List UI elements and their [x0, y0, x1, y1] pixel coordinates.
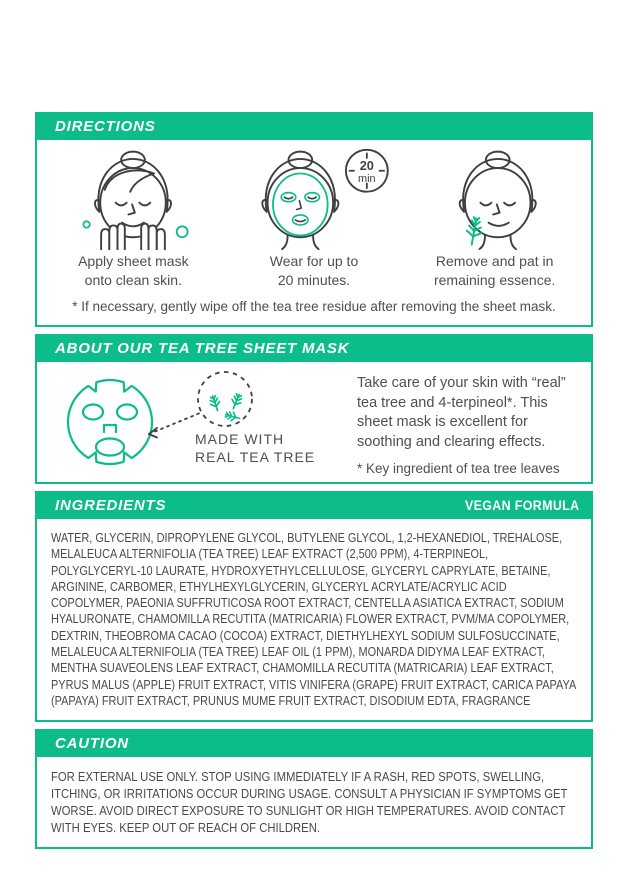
caption-line: remaining essence.: [433, 272, 556, 288]
step-remove-caption: [434, 252, 555, 290]
tea-tree-leaf-icon: [208, 395, 222, 412]
made-with-line: REAL TEA TREE: [195, 449, 316, 465]
caption-line: Remove and pat in: [435, 253, 554, 269]
section-directions: [35, 112, 593, 327]
about-footnote: * Key ingredient of tea tree leaves: [357, 461, 560, 476]
section-ingredients: [35, 491, 593, 722]
directions-header-bar: [35, 112, 593, 140]
ingredients-list: WATER, GLYCERIN, DIPROPYLENE GLYCOL, BUTYLENE GLYCOL, 1,2-HEXANEDIOL, TREHALOSE, MELALEUCA ALTERNIFOLIA (TEA TREE) LEAF EXTRACT (2,500 PPM), 4-TERPINEOL, POLYGLYCERYL-10 LAURATE, HYDROXYETHYLCELLULOSE, GLYCERYL CAPRYLATE, BETAINE, ARGININE, CARBOMER, ETHYLHEXYLGLYCERIN, GLYCERYL ACRYLATE/ACRYLIC ACID COPOLYMER, PAEONIA SUFFRUTICOSA ROOT EXTRACT, CENTELLA ASIATICA EXTRACT, SODIUM HYALURONATE, CHAMOMILLA RECUTITA (MATRICARIA) FLOWER EXTRACT, PVM/MA COPOLYMER, DEXTRIN, THEOBROMA CACAO (COCOA) EXTRACT, DIETHYLHEXYL SODIUM SULFOSUCCINATE, MELALEUCA ALTERNIFOLIA (TEA TREE) LEAF OIL (1 PPM), MONARDA DIDYMA LEAF EXTRACT, MENTHA SUAVEOLENS LEAF EXTRACT, CHAMOMILLA RECUTITA (MATRICARIA) LEAF EXTRACT, PYRUS MALUS (APPLE) FRUIT EXTRACT, VITIS VINIFERA (GRAPE) FRUIT EXTRACT, CARICA PAPAYA (PAPAYA) FRUIT EXTRACT, PRUNUS MUME FRUIT EXTRACT, DISODIUM EDTA, FRAGRANCE: [51, 530, 576, 708]
caption-line: onto clean skin.: [84, 272, 182, 288]
directions-steps: [37, 140, 591, 290]
clock-unit: min: [358, 173, 376, 186]
apply-mask-face-icon: [58, 148, 208, 250]
section-about: [35, 334, 593, 484]
directions-footnote: * If necessary, gently wipe off the tea tree residue after removing the sheet mask.: [72, 299, 556, 314]
caution-text: FOR EXTERNAL USE ONLY. STOP USING IMMEDIATELY IF A RASH, RED SPOTS, SWELLING, ITCHING, OR IRRITATIONS OCCUR DURING USAGE. CONSULT A PHYSICIAN IF SYMPTOMS GET WORSE. AVOID DIRECT EXPOSURE TO SUNLIGHT OR HIGH TEMPERATURES. AVOID CONTACT WITH EYES. KEEP OUT OF REACH OF CHILDREN.: [51, 769, 568, 836]
ingredients-box: [35, 519, 593, 722]
dashed-pointer-icon: [149, 413, 200, 438]
made-with-real-tea-tree-label: [195, 430, 315, 466]
tea-tree-leaf-icon: [464, 216, 483, 245]
caution-title: CAUTION: [55, 734, 129, 752]
clock-number: 20: [359, 157, 374, 173]
step-wear-caption: [270, 252, 358, 290]
about-text-column: [353, 366, 581, 476]
about-title: ABOUT OUR TEA TREE SHEET MASK: [55, 339, 350, 357]
ingredients-header-bar: [35, 491, 593, 519]
bubble-icon: [84, 221, 90, 227]
directions-title: DIRECTIONS: [55, 117, 156, 135]
made-with-line: MADE WITH: [195, 431, 285, 447]
step-wear: [224, 148, 405, 290]
vegan-formula-badge: VEGAN FORMULA: [464, 497, 579, 513]
remove-pat-face-icon: [420, 148, 570, 250]
ingredients-title: INGREDIENTS: [55, 496, 167, 514]
about-illustration: [53, 366, 353, 470]
caution-box: [35, 757, 593, 849]
clock-20min-badge: [346, 150, 388, 192]
step-remove: [404, 148, 585, 290]
section-caution: [35, 729, 593, 849]
caption-line: Apply sheet mask: [78, 253, 189, 269]
caption-line: 20 minutes.: [277, 272, 351, 288]
bubble-icon: [177, 226, 188, 237]
step-apply: [43, 148, 224, 290]
about-box: [35, 362, 593, 484]
step-apply-caption: [78, 252, 189, 290]
directions-box: [35, 140, 593, 327]
about-body: Take care of your skin with “real” tea tree and 4-terpineol*. This sheet mask is excellent for soothing and clearing effects.: [357, 375, 566, 450]
wear-mask-clock-icon: [229, 148, 399, 250]
caution-header-bar: [35, 729, 593, 757]
tea-tree-leaf-icon: [229, 393, 243, 411]
about-header-bar: [35, 334, 593, 362]
tea-tree-leaves-circle: [198, 372, 252, 426]
tea-tree-leaf-icon: [224, 410, 240, 422]
panel-content: [35, 112, 593, 856]
caption-line: Wear for up to: [269, 253, 359, 269]
